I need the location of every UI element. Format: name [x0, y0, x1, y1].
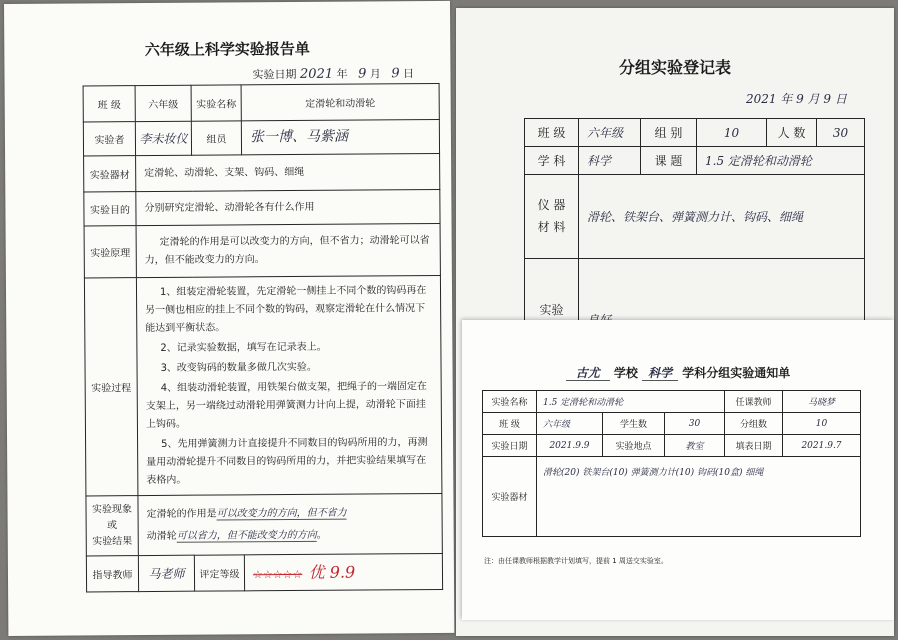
reg-group-label: 组 别: [641, 119, 697, 147]
result-prefix: 动滑轮: [146, 530, 177, 542]
reg-equip-label-line: 仪 器: [537, 197, 566, 212]
notice-subject: 科学: [642, 366, 678, 381]
notice-name-label: 实验名称: [483, 391, 537, 413]
register-title: 分组实验登记表: [618, 58, 731, 77]
date-year-unit: 年: [336, 67, 348, 81]
notice-groups-label: 分组数: [725, 413, 783, 435]
date-year: 2021: [299, 66, 334, 82]
reg-group-value: 10: [697, 119, 767, 147]
experimenter-value: 李未妆仪: [135, 121, 191, 155]
teacher-label: 指导教师: [86, 556, 138, 592]
result-prefix: 定滑轮的作用是: [146, 508, 217, 520]
reg-equip-label-line: 材 料: [537, 219, 566, 234]
exp-name-value: 定滑轮和动滑轮: [241, 83, 439, 120]
notice-groups-value: 10: [783, 413, 861, 435]
exp-name-label: 实验名称: [191, 85, 241, 121]
notice-place-value: 教室: [665, 435, 725, 457]
reg-count-label: 人 数: [767, 119, 817, 147]
date-label: 实验日期: [252, 67, 297, 82]
result-suffix: 。: [316, 529, 327, 541]
notice-footer: 注：由任课教师根据教学计划填写，提前 1 周送交实验室。: [484, 557, 668, 565]
date-month-unit: 月: [369, 67, 381, 81]
notice-school: 古尤: [566, 366, 610, 381]
process-step: 2、记录实验数据，填写在记录表上。: [160, 341, 327, 354]
principle-label: 实验原理: [84, 226, 136, 278]
class-value: 六年级: [135, 85, 191, 121]
notice-name-value: 1.5 定滑轮和动滑轮: [537, 391, 725, 413]
notice-students-value: 30: [665, 413, 725, 435]
notice-title: [462, 364, 894, 381]
notice-class-label: 班 级: [483, 413, 537, 435]
result-line-1: [146, 502, 433, 526]
process-step: 3、改变钩码的数量多做几次实验。: [160, 361, 317, 374]
date-month: 9: [358, 66, 367, 82]
result-label-line: 实验结果: [92, 535, 133, 547]
result-line-2: [147, 524, 434, 548]
notice-class-value: 六年级: [537, 413, 603, 435]
process-step: 1、组装定滑轮装置，先定滑轮一侧挂上不同个数的钩码再在另一侧也相应的挂上不同个数的钩码，观察定滑轮在什么情况下能达到平衡状态。: [145, 284, 427, 334]
reg-topic-value: 1.5 定滑轮和动滑轮: [697, 147, 865, 175]
reg-subject-value: 科学: [579, 147, 641, 175]
notice-school-suffix: 学校: [613, 366, 638, 380]
reg-class-value: 六年级: [579, 119, 641, 147]
teacher-value: 马老师: [138, 555, 194, 591]
group-label: 组员: [191, 121, 241, 155]
result-handwritten: 可以改变力的方向，但不省力: [216, 507, 347, 520]
result-value: [138, 493, 442, 555]
notice-table: [482, 390, 861, 537]
class-label: 班 级: [83, 86, 135, 122]
notice-date-value: 2021.9.9: [537, 435, 603, 457]
grade-mark: 优 9.9: [308, 562, 356, 582]
group-members-value: 张一博、马紫涵: [241, 119, 439, 154]
result-handwritten: 可以省力，但不能改变力的方向: [176, 529, 317, 542]
principle-text: 定滑轮的作用是可以改变力的方向，但不省力；动滑轮可以省力，但不能改变力的方向。: [144, 234, 430, 266]
notice-fill-date-label: 填表日期: [725, 435, 783, 457]
grade-label: 评定等级: [194, 555, 244, 591]
experimenter-label: 实验者: [83, 122, 135, 156]
notice-place-label: 实验地点: [603, 435, 665, 457]
report-table: [83, 83, 444, 592]
notice-teacher-value: 马晓梦: [783, 391, 861, 413]
reg-equip-value: 滑轮、铁架台、弹簧测力计、钩码、细绳: [579, 175, 865, 259]
result-label-line: 或: [107, 519, 118, 531]
grade-value: [244, 553, 442, 590]
notice-teacher-label: 任课教师: [725, 391, 783, 413]
grade-stars: ☆☆☆☆☆: [252, 567, 303, 581]
process-label: 实验过程: [84, 278, 138, 496]
reg-subject-label: 学 科: [525, 147, 579, 175]
process-step: 4、组装动滑轮装置，用铁架台做支架，把绳子的一端固定在支架上，另一端绕过动滑轮用弹簧测力计向上提，动滑轮下面挂上钩码。: [145, 380, 428, 430]
result-label-line: 实验现象: [91, 503, 133, 515]
reg-topic-label: 课 题: [641, 147, 697, 175]
notice-equip-value: 滑轮(20) 铁架台(10) 弹簧测力计(10) 钩码(10盒) 细绳: [537, 457, 861, 537]
group-experiment-notice-sheet: [462, 320, 894, 620]
notice-fill-date-value: 2021.9.7: [783, 435, 861, 457]
date-day: 9: [391, 66, 400, 82]
process-steps: [136, 275, 442, 495]
notice-title-suffix: 学科分组实验通知单: [682, 366, 791, 380]
notice-students-label: 学生数: [603, 413, 665, 435]
purpose-label: 实验目的: [84, 192, 136, 226]
notice-equip-label: 实验器材: [483, 457, 537, 537]
reg-equip-label: [525, 175, 579, 259]
process-step: 5、先用弹簧测力计直接提升不同数目的钩码所用的力，再测量用动滑轮提升不同数目的钩码所用的力，并把实验结果填写在表格内。: [146, 436, 428, 486]
date-day-unit: 日: [403, 67, 415, 81]
register-date: 2021 年 9 月 9 日: [746, 92, 847, 106]
purpose-value: 分别研究定滑轮、动滑轮各有什么作用: [136, 189, 440, 225]
reg-exp-label: 实验: [525, 259, 579, 419]
report-title: 六年级上科学实验报告单: [144, 39, 310, 60]
report-date: [252, 65, 414, 82]
result-label: [86, 496, 138, 556]
equipment-label: 实验器材: [84, 156, 136, 192]
reg-count-value: 30: [817, 119, 865, 147]
equipment-value: 定滑轮、动滑轮、支架、钩码、细绳: [136, 153, 440, 191]
experiment-report-sheet: [4, 1, 454, 636]
principle-value: [136, 223, 440, 277]
reg-class-label: 班 级: [525, 119, 579, 147]
notice-date-label: 实验日期: [483, 435, 537, 457]
